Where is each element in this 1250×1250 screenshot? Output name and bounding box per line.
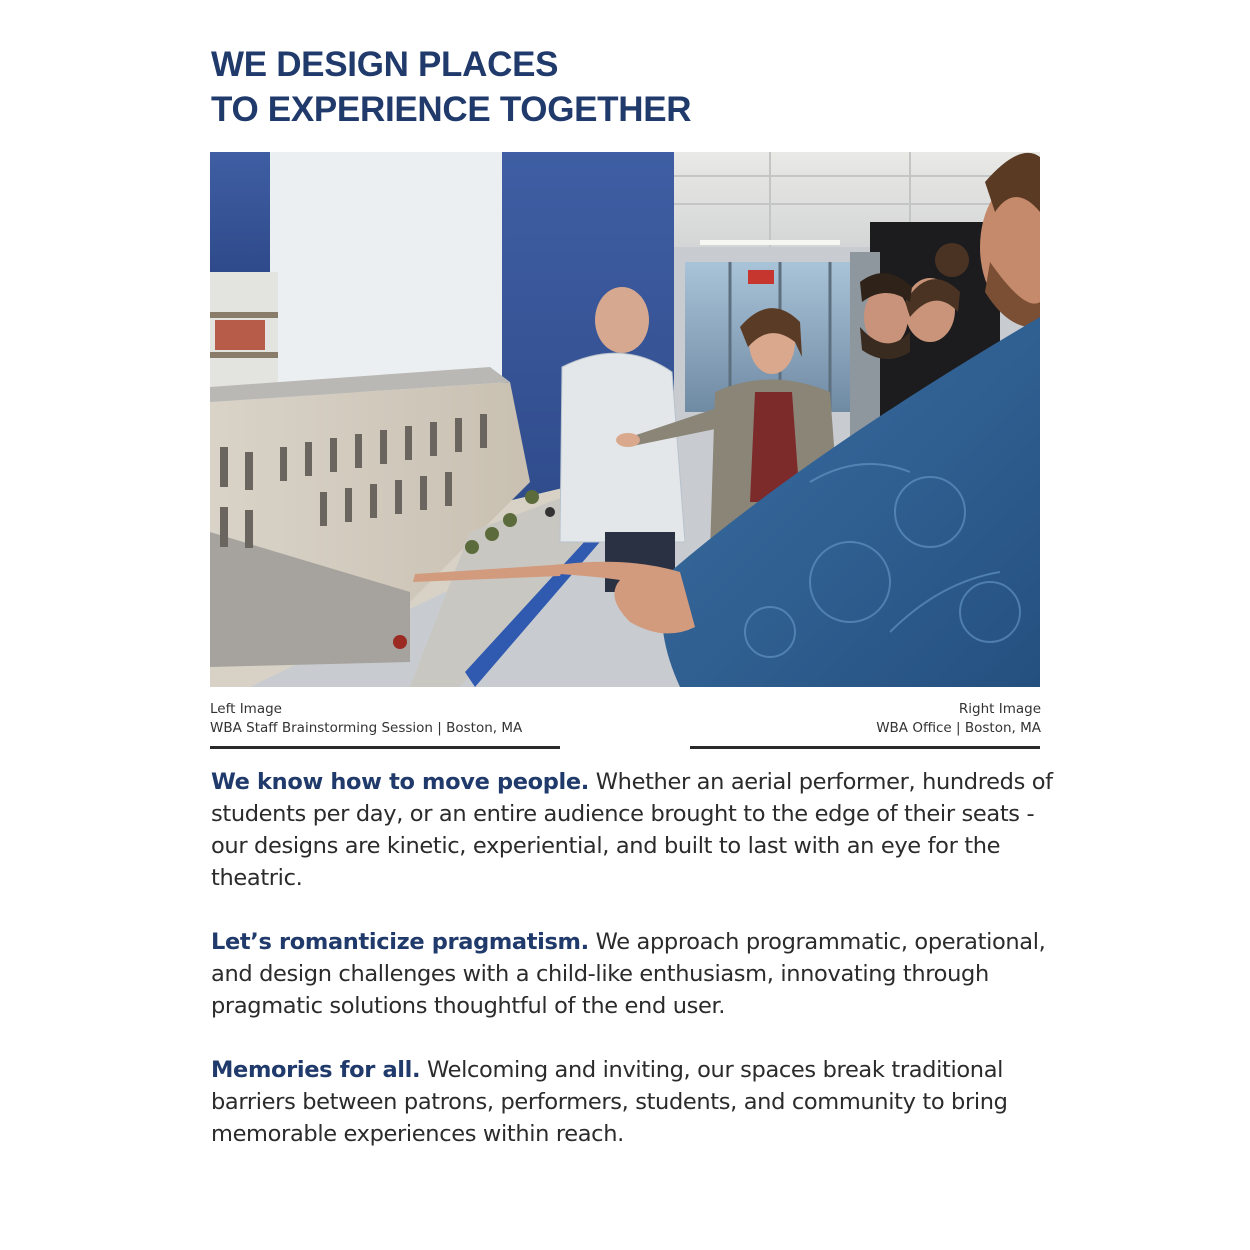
paragraph-move-people <box>211 766 1071 894</box>
caption-left <box>210 700 522 738</box>
title-line-1: WE DESIGN PLACES <box>211 45 559 84</box>
paragraph-1-lead: We know how to move people. <box>211 769 589 795</box>
office-photo <box>210 152 1040 687</box>
caption-right <box>876 700 1041 738</box>
caption-divider-left <box>210 746 560 749</box>
paragraph-2-lead: Let’s romanticize pragmatism. <box>211 929 589 955</box>
caption-left-label: Left Image <box>210 701 282 717</box>
paragraph-3-lead: Memories for all. <box>211 1057 421 1083</box>
caption-right-text: WBA Office | Boston, MA <box>876 720 1041 736</box>
caption-left-text: WBA Staff Brainstorming Session | Boston, MA <box>210 720 523 736</box>
paragraph-memories-for-all <box>211 1054 1071 1150</box>
paragraph-2-text: We approach programmatic, operational, and design challenges with a child-like enthusiasm, innovating through pragmatic solutions thoughtful of the end user. <box>211 929 1046 1019</box>
caption-divider-right <box>690 746 1040 749</box>
paragraph-1-text: Whether an aerial performer, hundreds of students per day, or an entire audience brought to the edge of their seats - our designs are kinetic, experiential, and built to last with an eye for the theatric. <box>211 769 1053 891</box>
title-line-2: TO EXPERIENCE TOGETHER <box>211 90 692 129</box>
paragraph-3-text: Welcoming and inviting, our spaces break traditional barriers between patrons, performers, students, and community to bring memorable experiences within reach. <box>211 1057 1008 1147</box>
caption-right-label: Right Image <box>958 701 1041 717</box>
office-photo-illustration <box>210 152 1040 687</box>
paragraph-romanticize-pragmatism <box>211 926 1071 1022</box>
page-title <box>211 42 691 132</box>
